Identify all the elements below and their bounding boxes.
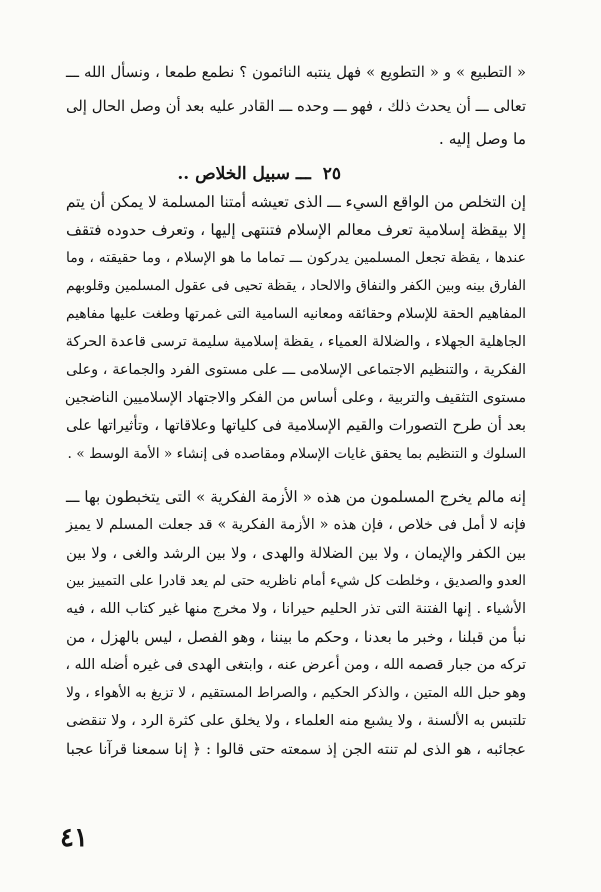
- body-line: السلوك و التنظيم بما يحقق غايات الإسلام ومقاصده فى إنشاء « الأمة الوسط » .: [67, 446, 526, 462]
- body-line: الجاهلية الجهلاء ، والضلالة العمياء ، يقظة إسلامية سليمة ترسى قاعدة الحركة: [65, 334, 526, 350]
- body-line: العدو والصديق ، وخلطت كل شيء أمام ناظريه حتى لم يعد قادرا على التمييز بين: [66, 573, 526, 589]
- section-title: ـــ سبيل الخلاص ..: [177, 164, 311, 184]
- body-line: مستوى التثقيف والتربية ، وعلى أساس من الفكر والاجتهاد الإسلاميين الناضجين: [64, 390, 526, 406]
- body-line: « التطبيع » و « التطويع » فهل ينتبه النائمون ؟ نطمع طمعا ، ونسأل الله ـــ: [66, 64, 526, 81]
- body-line: بعد أن طرح التصورات والقيم الإسلامية فى كلياتها وعلاقاتها ، وتأثيراتها على: [66, 417, 526, 434]
- section-number: ٢٥: [322, 164, 341, 184]
- body-line: فإنه لا أمل فى خلاص ، فإن هذه « الأزمة الفكرية » قد جعلت المسلم لا يميز: [66, 517, 526, 533]
- body-line: نبأ من قبلنا ، وخبر ما بعدنا ، وحكم ما بيننا ، وهو الفصل ، ليس بالهزل ، من: [66, 628, 526, 646]
- body-line: تركه من جبار قصمه الله ، ومن أعرض عنه ، وابتغى الهدى فى غيره أضله الله ،: [65, 657, 526, 673]
- body-line: ما وصل إليه .: [438, 130, 526, 148]
- page-number: ٤١: [60, 823, 88, 853]
- body-line: إن التخلص من الواقع السيء ـــ الذى تعيشه أمتنا المسلمة لا يمكن أن يتم: [65, 193, 526, 211]
- body-line: تلتبس به الألسنة ، ولا يشبع منه العلماء ، ولا يخلق على كثرة الرد ، ولا تنقضى: [66, 713, 526, 729]
- body-line: إنه مالم يخرج المسلمون من هذه « الأزمة الفكرية » التى يتخبطون بها ـــ: [66, 488, 526, 506]
- body-line: الفكرية ، والتنظيم الاجتماعى الإسلامى ـــ على مستوى الفرد والجماعة ، وعلى: [66, 362, 526, 378]
- body-line: تعالى ـــ أن يحدث ذلك ، فهو ـــ وحده ـــ القادر عليه بعد أن وصل الحال إلى: [66, 98, 526, 115]
- body-line: بين الكفر والإيمان ، ولا بين الضلالة والهدى ، ولا بين الرشد والغى ، ولا بين: [66, 544, 526, 562]
- body-line: وهو حبل الله المتين ، والذكر الحكيم ، والصراط المستقيم ، لا تزيغ به الأهواء ، ولا: [66, 685, 526, 701]
- body-line: إلا بيقظة إسلامية تعرف معالم الإسلام فتنتهى إليها ، وتعرف حدوده فتقف: [66, 221, 526, 239]
- body-line: الأشياء . إنها الفتنة التى تذر الحليم حيرانا ، ولا مخرج منها غير كتاب الله ، فيه: [66, 601, 526, 617]
- body-line: عجائبه ، هو الذى لم تنته الجن إذ سمعته حتى قالوا : ﴿ إنا سمعنا قرآنا عجبا: [66, 740, 526, 758]
- body-line: عندها ، يقظة تجعل المسلمين يدركون ـــ تماما ما هو الإسلام ، وما حقيقته ، وما: [66, 250, 526, 266]
- section-heading: [177, 163, 341, 185]
- body-line: المفاهيم الحقة للإسلام وحقائقه ومعانيه السامية التى غمرتها وطغت عليها مفاهيم: [66, 306, 526, 322]
- body-line: الفارق بينه وبين الكفر والنفاق والالحاد ، يقظة تحيى فى عقول المسلمين وقلوبهم: [66, 278, 526, 294]
